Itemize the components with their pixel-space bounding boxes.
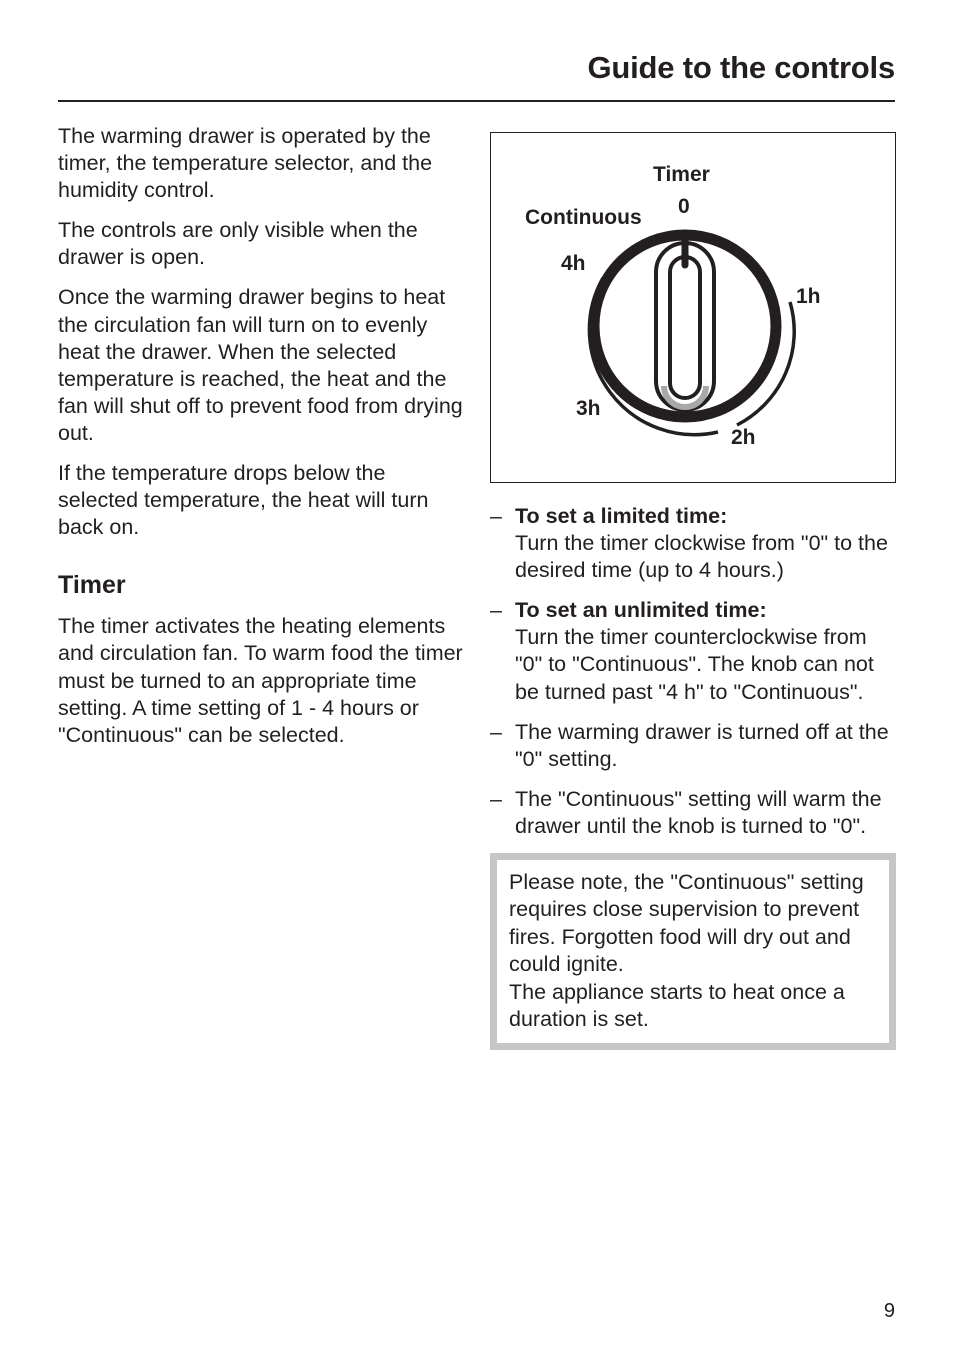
intro-paragraph: The warming drawer is operated by the timer, the temperature selector, and the humidity control. [58,124,433,203]
step-title: To set an unlimited time: [515,598,767,623]
list-dash: – [490,504,502,528]
list-item [490,597,896,705]
note-text: The appliance starts to heat once a duration is set. [509,979,845,1032]
dial-label-continuous: Continuous [525,206,642,229]
dial-label-4h: 4h [561,252,586,275]
dial-title-label: Timer [653,163,710,186]
step-title: To set a limited time: [515,504,728,528]
step-text: The "Continuous" setting will warm the drawer until the knob is turned to "0". [515,786,882,838]
dial-label-1h: 1h [796,285,821,308]
list-item [490,503,896,584]
list-dash: – [490,786,502,811]
step-text: Turn the timer counterclockwise from "0" to "Continuous". The knob can not be turned past "4 h" to "Continuous". [515,625,874,704]
step-text: Turn the timer clockwise from "0" to the desired time (up to 4 hours.) [515,531,888,583]
dial-label-zero: 0 [678,195,690,218]
dial-label-3h: 3h [576,397,601,420]
page-title: Guide to the controls [587,50,895,85]
step-text: The warming drawer is turned off at the "0" setting. [515,719,889,771]
list-dash: – [490,719,502,744]
timer-steps-list [490,503,896,840]
dial-label-2h: 2h [731,426,756,449]
controls-visibility-paragraph: The controls are only visible when the drawer is open. [58,218,418,270]
knob-grip-inner [670,257,700,398]
list-dash: – [490,598,502,623]
note-text: Please note, the "Continuous" setting requires close supervision to prevent fires. Forgotten food will dry out and could ignite. [509,870,864,977]
fan-paragraph: Once the warming drawer begins to heat the circulation fan will turn on to evenly heat the drawer. When the selected temperature is reached, the heat and the fan will shut off to prevent food from drying out. [58,285,463,445]
page-header [58,48,895,102]
warning-note-box [490,853,896,1050]
timer-heading: Timer [58,571,126,600]
timer-paragraph: The timer activates the heating elements and circulation fan. To warm food the timer must be turned to an appropriate time setting. A time setting of 1 - 4 hours or "Continuous" can be selected. [58,614,463,747]
temperature-drop-paragraph: If the temperature drops below the selected temperature, the heat will turn back on. [58,461,429,540]
left-column [58,123,468,762]
timer-dial-illustration [490,132,896,483]
list-item [490,719,896,773]
page-number: 9 [883,1300,895,1322]
list-item [490,786,896,840]
right-column [490,132,896,1050]
timer-dial-icon [491,133,895,482]
